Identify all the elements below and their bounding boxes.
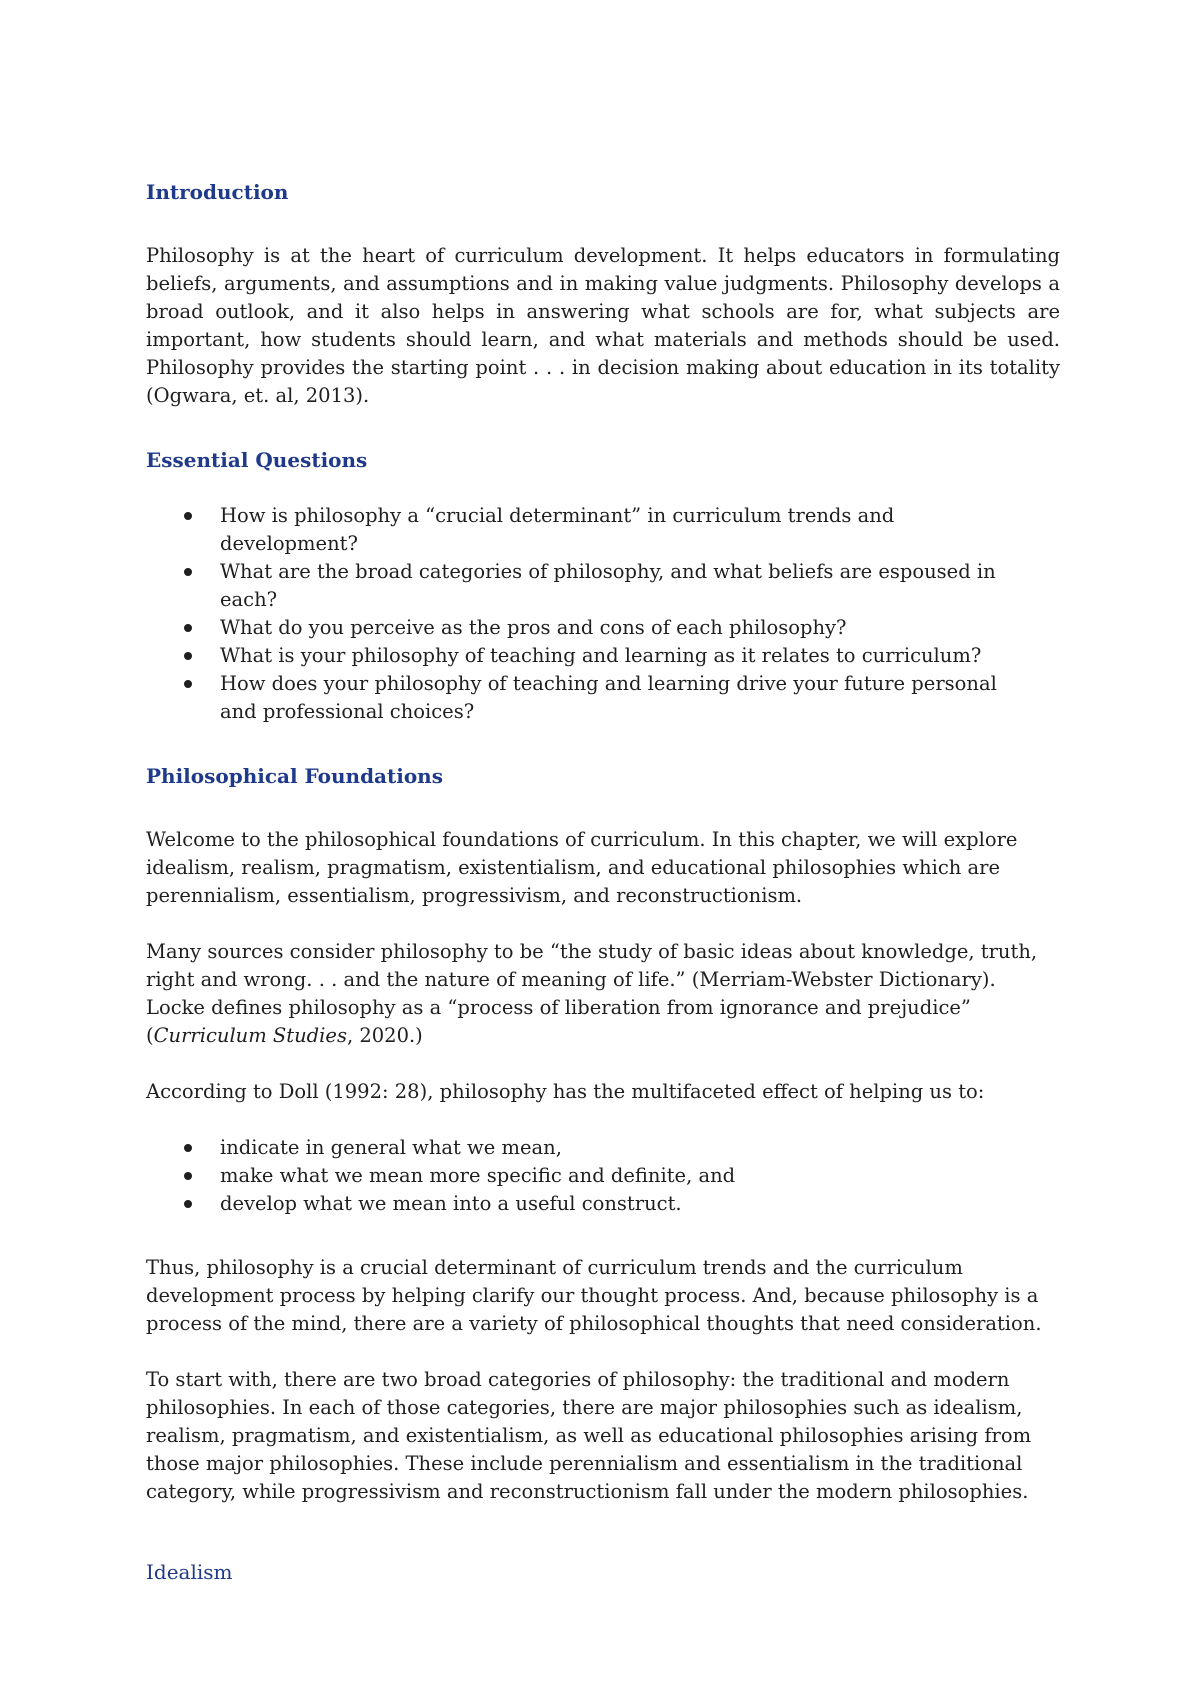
bullet-icon (184, 568, 192, 576)
effects-list (146, 1134, 1060, 1218)
bullet-icon (184, 1200, 192, 1208)
bullet-icon (184, 1144, 192, 1152)
foundations-intro-paragraph: Welcome to the philosophical foundations of curriculum. In this chapter, we will explore idealism, realism, pragmatism, existentialism, and educational philosophies which are perennialism, essentialism, progressivism, and reconstructionism. (146, 828, 1018, 907)
philosophical-foundations-heading: Philosophical Foundations (146, 764, 443, 788)
list-item: How does your philosophy of teaching and learning drive your future personal and professional choices? (146, 670, 1060, 726)
philosophy-definition-paragraph: Many sources consider philosophy to be “the study of basic ideas about knowledge, truth, right and wrong. . . and the nature of meaning of life.” (Merriam-Webster Dictionary). Locke defines philosophy as a “process of liberation from ignorance and prejudice” (Curriculum Studies, 2020.) (146, 940, 1038, 1047)
list-item: make what we mean more specific and definite, and (146, 1162, 1060, 1190)
list-item: What do you perceive as the pros and cons of each philosophy? (146, 614, 1060, 642)
categories-paragraph: To start with, there are two broad categories of philosophy: the traditional and modern philosophies. In each of those categories, there are major philosophies such as idealism, realism, pragmatism, and existentialism, as well as educational philosophies arising from those major philosophies. These include perennialism and essentialism in the traditional category, while progressivism and reconstructionism fall under the modern philosophies. (146, 1368, 1032, 1503)
essential-questions-list (146, 502, 1060, 726)
essential-questions-heading: Essential Questions (146, 448, 368, 472)
list-item: indicate in general what we mean, (146, 1134, 1060, 1162)
list-item: develop what we mean into a useful construct. (146, 1190, 1060, 1218)
citation-title: Curriculum Studies (153, 1024, 347, 1047)
bullet-icon (184, 680, 192, 688)
list-item: How is philosophy a “crucial determinant” in curriculum trends and development? (146, 502, 1060, 558)
bullet-icon (184, 652, 192, 660)
idealism-heading: Idealism (146, 1560, 233, 1584)
introduction-heading: Introduction (146, 180, 289, 204)
introduction-paragraph: Philosophy is at the heart of curriculum development. It helps educators in formulating beliefs, arguments, and assumptions and in making value judgments. Philosophy develops a broad outlook, and it also helps in answering what schools are for, what subjects are important, how students should learn, and what materials and methods should be used. Philosophy provides the starting point . . . in decision making about education in its totality (Ogwara, et. al, 2013). (146, 244, 1060, 407)
bullet-icon (184, 512, 192, 520)
list-item: What are the broad categories of philosophy, and what beliefs are espoused in each? (146, 558, 1060, 614)
bullet-icon (184, 624, 192, 632)
doll-paragraph: According to Doll (1992: 28), philosophy has the multifaceted effect of helping us to: (146, 1080, 985, 1103)
list-item: What is your philosophy of teaching and learning as it relates to curriculum? (146, 642, 1060, 670)
document-page (146, 178, 1060, 1586)
bullet-icon (184, 1172, 192, 1180)
crucial-determinant-paragraph: Thus, philosophy is a crucial determinant of curriculum trends and the curriculum development process by helping clarify our thought process. And, because philosophy is a process of the mind, there are a variety of philosophical thoughts that need consideration. (146, 1256, 1042, 1335)
